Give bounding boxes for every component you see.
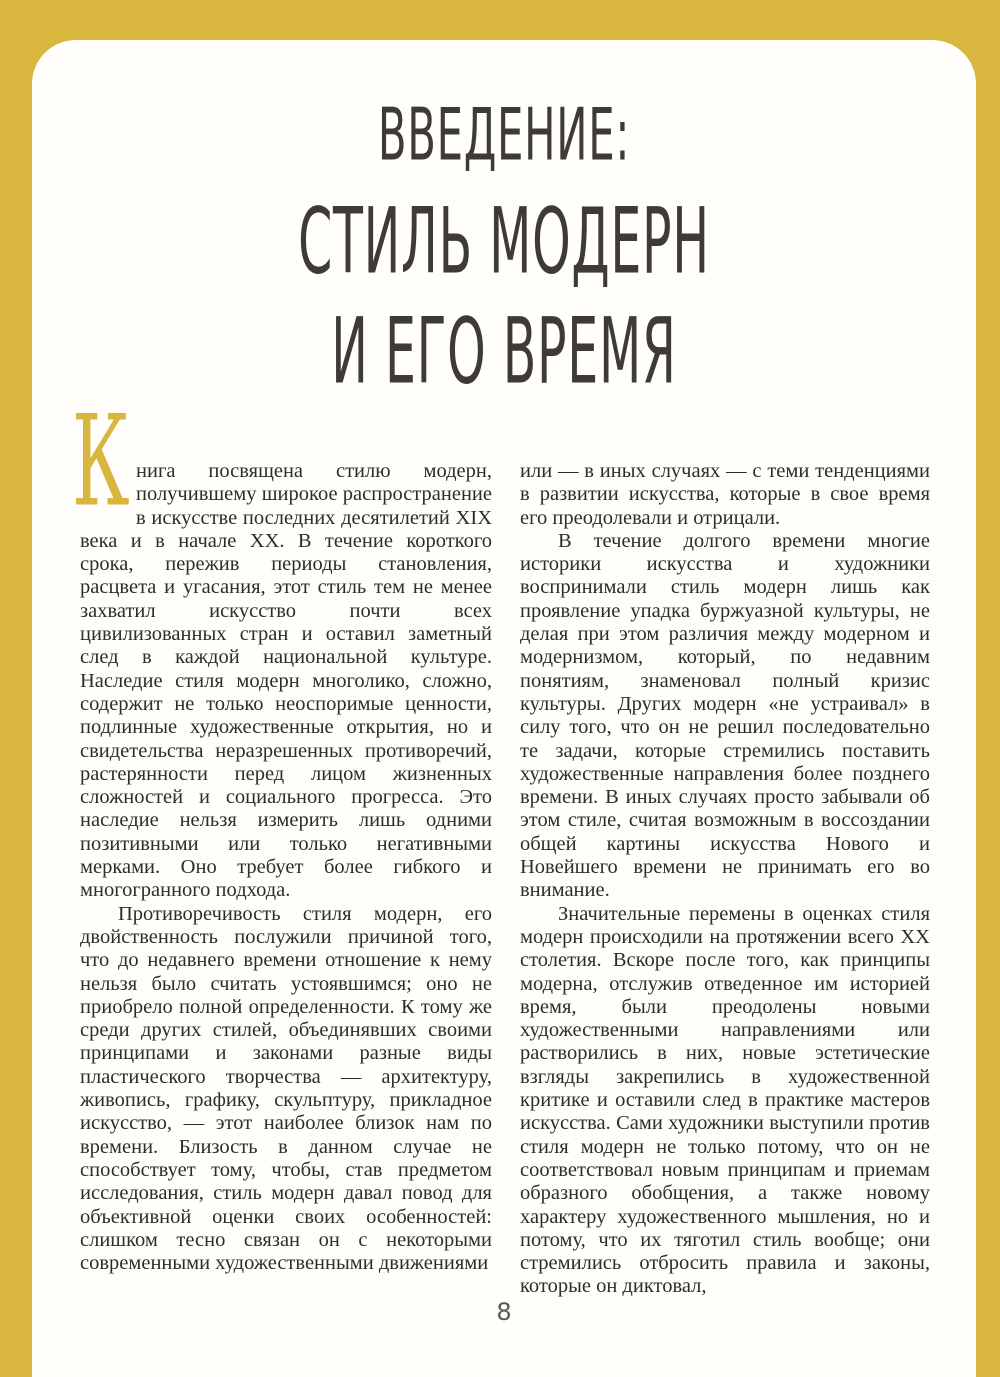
paragraph: Значительные перемены в оценках стиля модерн происходили на протяжении всего XX столетия. Вскоре после того, как принципы модерна, отслужив отведенное им историей время, были преодолены новыми художественными направлениями или растворились в них, новые эстетические взгляды закрепились в художественной критике и оставили след в практике мастеров искусства. Сами художники выступили против стиля модерн не только потому, что он не соответствовал новым принципам и приемам образного обобщения, а также новому характеру художественного мышления, но и потому, что их тяготил стиль вообще; они стремились отбросить правила и законы, которые он диктовал, [520,902,930,1298]
heading-line-1: ВВЕДЕНИЕ: [377,92,631,177]
text-column-right [520,460,930,1299]
paragraph: или — в иных случаях — с теми тенденциями в развитии искусства, которые в свое время его преодолевали и отрицали. [520,460,930,529]
page-number: 8 [496,1298,512,1326]
heading-line-3: И ЕГО ВРЕМЯ [331,298,677,405]
text-column-left [72,389,492,1275]
paragraph: В течение долгого времени многие историки искусства и художники воспринимали стиль модерн лишь как проявление упадка буржуазной культуры, не делая при этом различия между модерном и модернизмом, который, по недавним понятиям, знаменовал полный кризис культуры. Других модерн «не устраивал» в силу того, что он не решил последовательно те задачи, которые стремились поставить художественные направления более позднего времени. В иных случаях просто забывали об этом стиле, считая возможным в воссоздании общей картины искусства Нового и Новейшего времени не принимать его во внимание. [520,529,930,902]
book-page [32,40,976,1377]
drop-cap: К [72,389,130,536]
heading-line-2: СТИЛЬ МОДЕРН [298,188,710,295]
paragraph-text: нига посвящена стилю модерн, получившему широкое распространение в искусстве последних десятилетий XIX века и в начале XX. В течение короткого срока, пережив периоды становления, расцвета и угасания, этот стиль тем не менее захватил искусство почти всех цивилизованных стран и оставил заметный след в каждой национальной культуре. Наследие стиля модерн многолико, сложно, содержит не только неоспоримые ценности, подлинные художественные открытия, но и свидетельства неразрешенных противоречий, растерянности перед лицом жизненных сложностей и социального прогресса. Это наследие нельзя измерить лишь одними позитивными или только негативными мерками. Оно требует более гибкого и многогранного подхода. [80,460,492,902]
paragraph: Противоречивость стиля модерн, его двойственность послужили причиной того, что до недавнего времени отношение к нему нельзя было считать устоявшимся; оно не приобрело полной определенности. К тому же среди других стилей, объединявших своими принципами и законами разные виды пластического творчества — архитектуру, живопись, графику, скульптуру, прикладное искусство, — этот наиболее близок нам по времени. Близость в данном случае не способствует тому, чтобы, став предметом исследования, стиль модерн давал повод для объективной оценки своих особенностей: слишком тесно связан он с некоторыми современными художественными движениями [80,902,492,1275]
paragraph [72,389,492,903]
